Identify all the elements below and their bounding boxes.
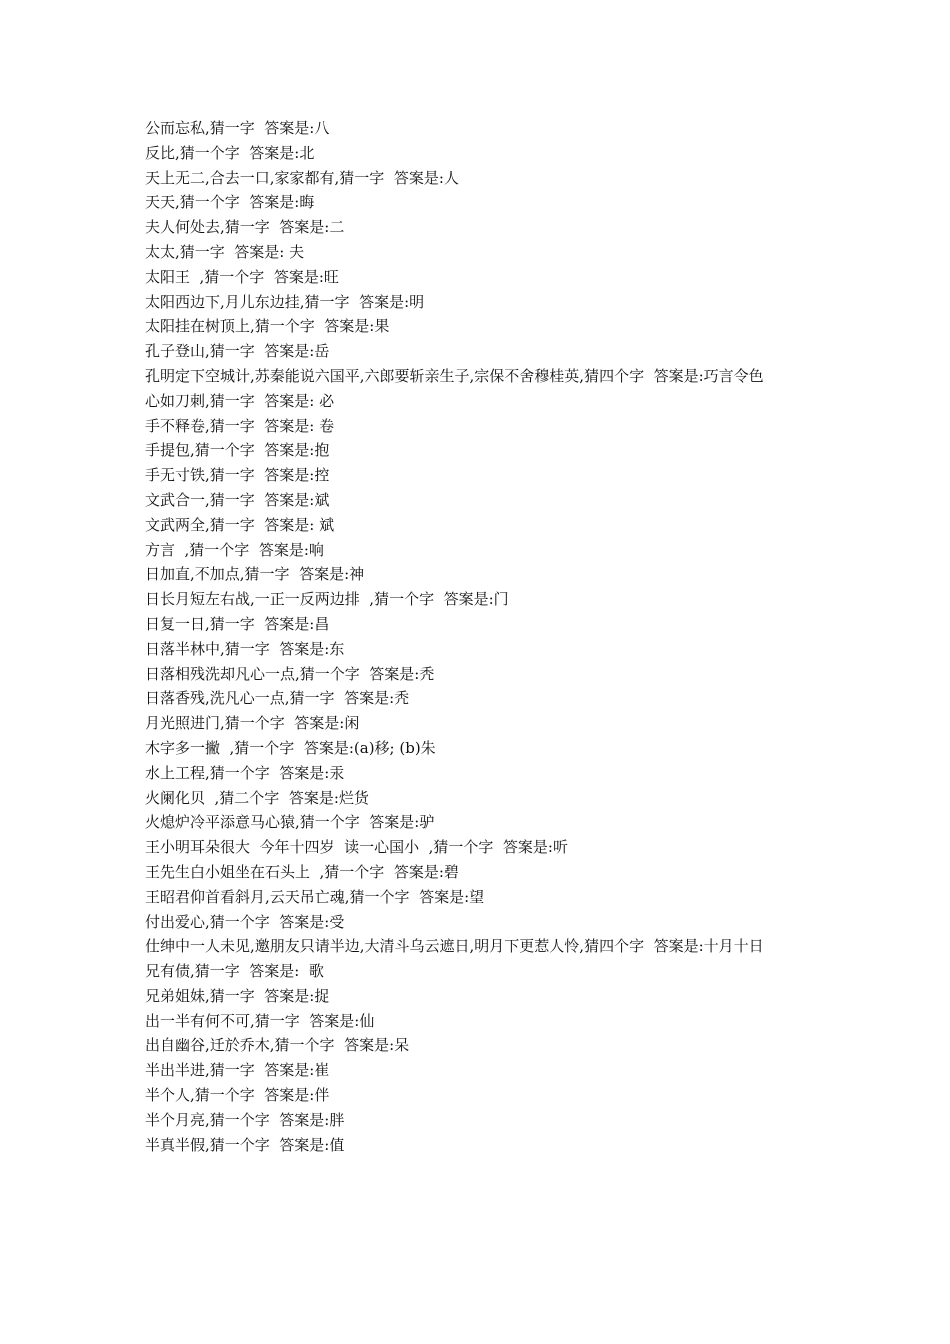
- text-line: 日长月短左右战,一正一反两边排 ,猜一个字 答案是:门: [145, 590, 509, 609]
- text-line: 日落相残洗却凡心一点,猜一个字 答案是:秃: [145, 664, 435, 683]
- text-line: 月光照进门,猜一个字 答案是:闲: [145, 714, 360, 733]
- text-line: 木字多一撇 ,猜一个字 答案是:(a)移; (b)朱: [145, 738, 436, 757]
- text-line: 日加直,不加点,猜一字 答案是:神: [145, 565, 365, 584]
- text-line: 水上工程,猜一个字 答案是:汞: [145, 763, 345, 782]
- text-line: 文武两全,猜一字 答案是: 斌: [145, 515, 335, 534]
- text-line: 天天,猜一个字 答案是:晦: [145, 193, 315, 212]
- text-line: 出自幽谷,迁於乔木,猜一个字 答案是:呆: [145, 1036, 410, 1055]
- text-line: 孔子登山,猜一字 答案是:岳: [145, 342, 330, 361]
- text-line: 日复一日,猜一字 答案是:昌: [145, 614, 330, 633]
- text-line: 太阳西边下,月儿东边挂,猜一字 答案是:明: [145, 292, 425, 311]
- text-line: 手无寸铁,猜一字 答案是:控: [145, 466, 330, 485]
- document-page: [145, 116, 825, 1157]
- text-line: 王小明耳朵很大 今年十四岁 读一心国小 ,猜一个字 答案是:听: [145, 838, 568, 857]
- text-line: 日落半林中,猜一字 答案是:东: [145, 639, 345, 658]
- text-line: 天上无二,合去一口,家家都有,猜一字 答案是:人: [145, 168, 459, 187]
- text-line: 王先生白小姐坐在石头上 ,猜一个字 答案是:碧: [145, 862, 459, 881]
- text-line: 半个人,猜一个字 答案是:伴: [145, 1086, 330, 1105]
- text-line: 半出半进,猜一字 答案是:崔: [145, 1061, 330, 1080]
- text-line: 半个月亮,猜一个字 答案是:胖: [145, 1110, 345, 1129]
- text-line: 兄弟姐妹,猜一字 答案是:捉: [145, 986, 330, 1005]
- text-line: 手提包,猜一个字 答案是:抱: [145, 441, 330, 460]
- text-line: 太太,猜一字 答案是: 夫: [145, 242, 305, 261]
- text-line: 火阑化贝 ,猜二个字 答案是:烂货: [145, 788, 369, 807]
- text-line: 夫人何处去,猜一字 答案是:二: [145, 218, 345, 237]
- text-line: 日落香残,洗凡心一点,猜一字 答案是:秃: [145, 689, 410, 708]
- text-line: 火熄炉冷平添意马心猿,猜一个字 答案是:驴: [145, 813, 435, 832]
- text-line: 太阳挂在树顶上,猜一个字 答案是:果: [145, 317, 390, 336]
- text-line: 孔明定下空城计,苏秦能说六国平,六郎要斩亲生子,宗保不舍穆桂英,猜四个字 答案是:巧言令色: [145, 366, 764, 385]
- text-line: 付出爱心,猜一个字 答案是:受: [145, 912, 345, 931]
- text-line: 方言 ,猜一个字 答案是:响: [145, 540, 324, 559]
- text-line: 半真半假,猜一个字 答案是:值: [145, 1135, 345, 1154]
- text-line: 手不释卷,猜一字 答案是: 卷: [145, 416, 335, 435]
- text-line: 太阳王 ,猜一个字 答案是:旺: [145, 267, 339, 286]
- text-line: 反比,猜一个字 答案是:北: [145, 143, 315, 162]
- text-line: 公而忘私,猜一字 答案是:八: [145, 119, 330, 137]
- text-line: 王昭君仰首看斜月,云天吊亡魂,猜一个字 答案是:望: [145, 887, 485, 906]
- text-line: 出一半有何不可,猜一字 答案是:仙: [145, 1011, 375, 1030]
- text-line: 兄有债,猜一字 答案是: 歌: [145, 962, 324, 981]
- text-line: 文武合一,猜一字 答案是:斌: [145, 490, 330, 509]
- text-line: 仕绅中一人未见,邀朋友只请半边,大清斗乌云遮日,明月下更惹人怜,猜四个字 答案是:十月十日: [145, 937, 764, 956]
- text-line: 心如刀刺,猜一字 答案是: 必: [145, 391, 335, 410]
